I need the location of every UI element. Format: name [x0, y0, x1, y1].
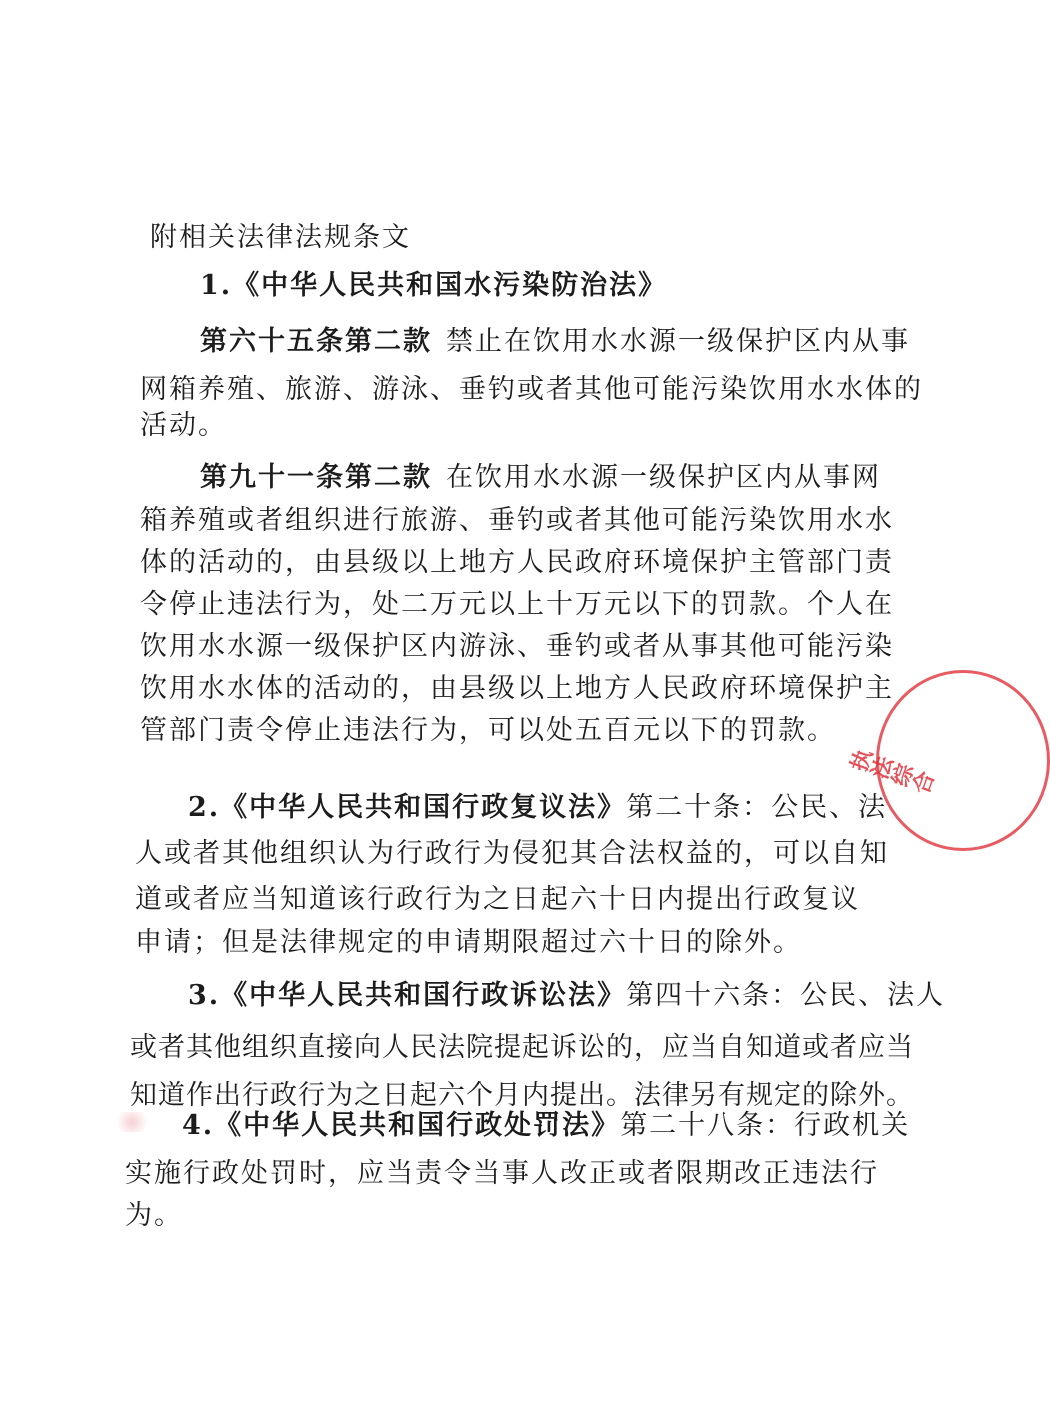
law-paragraph-3 — [188, 976, 945, 1016]
article-text-line: 箱养殖或者组织进行旅游、垂钓或者其他可能污染饮用水水 — [140, 505, 894, 536]
law-paragraph-4 — [182, 1106, 910, 1146]
document-title: 附相关法律法规条文 — [150, 222, 411, 253]
law-text-line: 第二十条：公民、法 — [626, 792, 888, 823]
faint-stamp-mark — [112, 1112, 152, 1132]
article-paragraph — [200, 458, 881, 498]
law-title-3: 3.《中华人民共和国行政诉讼法》 — [188, 980, 627, 1011]
law-text-line: 道或者应当知道该行政行为之日起六十日内提出行政复议 — [135, 884, 860, 915]
article-text-line: 活动。 — [140, 410, 227, 441]
article-text-line: 网箱养殖、旅游、游泳、垂钓或者其他可能污染饮用水水体的 — [140, 374, 923, 405]
law-title-4: 4.《中华人民共和国行政处罚法》 — [182, 1110, 621, 1141]
article-text-line: 饮用水水体的活动的，由县级以上地方人民政府环境保护主 — [140, 673, 894, 704]
law-title-2: 2.《中华人民共和国行政复议法》 — [188, 792, 627, 823]
law-text-line: 申请；但是法律规定的申请期限超过六十日的除外。 — [135, 927, 802, 958]
article-label: 第九十一条第二款 — [200, 462, 432, 493]
article-text-line: 令停止违法行为，处二万元以上十万元以下的罚款。个人在 — [140, 589, 894, 620]
article-text-line: 管部门责令停止违法行为，可以处五百元以下的罚款。 — [140, 715, 836, 746]
law-text-line: 或者其他组织直接向人民法院提起诉讼的，应当自知道或者应当 — [130, 1032, 914, 1063]
article-text-line: 禁止在饮用水水源一级保护区内从事 — [446, 326, 910, 357]
law-paragraph-2 — [188, 788, 887, 828]
article-label: 第六十五条第二款 — [200, 326, 432, 357]
law-title-1: 1.《中华人民共和国水污染防治法》 — [200, 270, 668, 301]
law-text-line: 第四十六条：公民、法人 — [626, 980, 946, 1011]
article-text-line: 饮用水水源一级保护区内游泳、垂钓或者从事其他可能污染 — [140, 631, 894, 662]
official-seal — [845, 670, 998, 860]
seal-text: 执法综合 — [845, 745, 938, 800]
law-text-line: 为。 — [125, 1200, 183, 1231]
law-text-line: 知道作出行政行为之日起六个月内提出。法律另有规定的除外。 — [130, 1080, 914, 1111]
article-text-line: 体的活动的，由县级以上地方人民政府环境保护主管部门责 — [140, 547, 894, 578]
law-text-line: 人或者其他组织认为行政行为侵犯其合法权益的，可以自知 — [135, 838, 889, 869]
law-text-line: 实施行政处罚时，应当责令当事人改正或者限期改正违法行 — [125, 1158, 879, 1189]
article-text-line: 在饮用水水源一级保护区内从事网 — [446, 462, 881, 493]
article-paragraph — [200, 322, 910, 362]
law-text-line: 第二十八条：行政机关 — [620, 1110, 911, 1141]
